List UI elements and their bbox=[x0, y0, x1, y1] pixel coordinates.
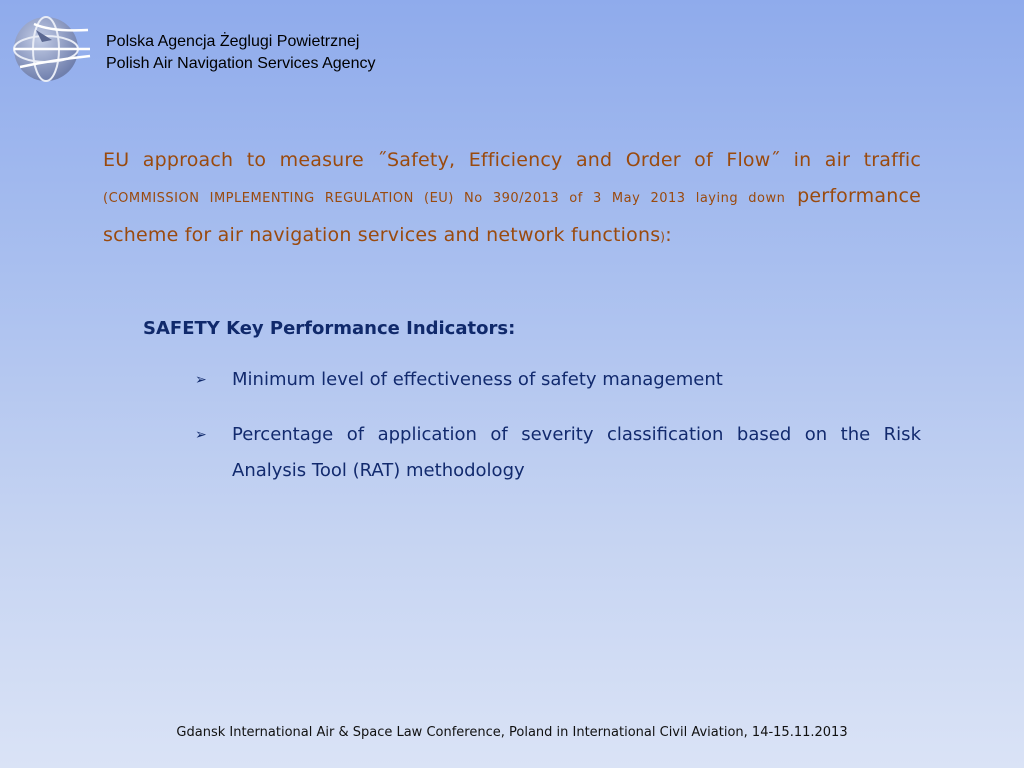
organization-name bbox=[106, 31, 375, 75]
org-name-polish: Polska Agencja Żeglugi Powietrznej bbox=[106, 33, 360, 50]
arrow-bullet-icon: ➢ bbox=[195, 427, 207, 443]
kpi-list bbox=[195, 362, 921, 508]
close-paren: ) bbox=[660, 230, 666, 244]
kpi-item bbox=[195, 362, 921, 398]
intro-colon: : bbox=[665, 224, 672, 246]
pansa-globe-logo-icon bbox=[12, 12, 92, 86]
kpi-item bbox=[195, 417, 921, 489]
footer: Gdansk International Air & Space Law Conference, Poland in International Civil Aviation, 14-15.11.2013 bbox=[176, 725, 848, 740]
intro-tail: performance scheme for air navigation services and network functions bbox=[103, 185, 921, 246]
kpi-heading: SAFETY Key Performance Indicators: bbox=[143, 318, 516, 339]
kpi-item-text: Percentage of application of severity classification based on the Risk Analysis Tool (RAT) methodology bbox=[232, 424, 921, 481]
arrow-bullet-icon: ➢ bbox=[195, 372, 207, 388]
org-name-english: Polish Air Navigation Services Agency bbox=[106, 55, 376, 72]
intro-lead: EU approach to measure ˝Safety, Efficiency and Order of Flow˝ in air traffic bbox=[103, 149, 921, 171]
kpi-item-text: Minimum level of effectiveness of safety management bbox=[232, 369, 723, 390]
intro-paragraph bbox=[103, 142, 921, 255]
regulation-reference: (COMMISSION IMPLEMENTING REGULATION (EU) No 390/2013 of 3 May 2013 laying down bbox=[103, 191, 786, 206]
